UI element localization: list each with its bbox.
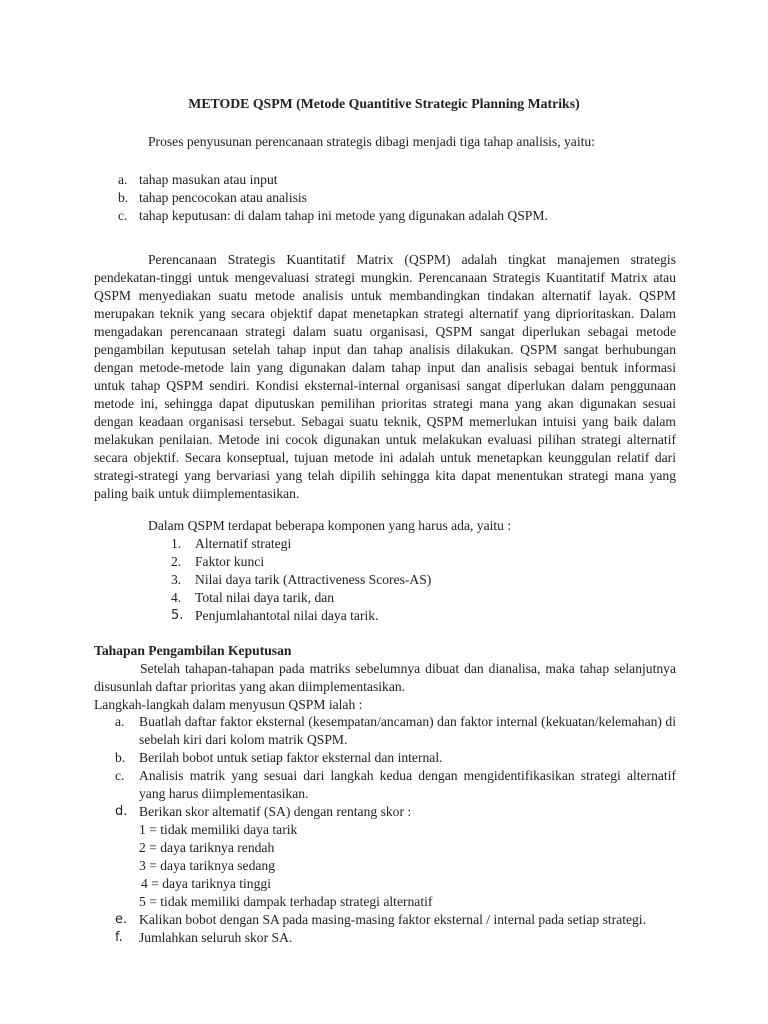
- list-item: [115, 911, 676, 929]
- intro-text: Proses penyusunan perencanaan strategis dibagi menjadi tiga tahap analisis, yaitu:: [148, 134, 595, 149]
- list-item: [115, 803, 676, 911]
- list-item-text: Faktor kunci: [195, 554, 265, 569]
- list-marker: f.: [115, 930, 123, 945]
- list-marker: d.: [115, 804, 128, 819]
- list-marker: 4.: [171, 590, 182, 605]
- list-item-text: tahap pencocokan atau analisis: [139, 190, 307, 205]
- document-title: METODE QSPM (Metode Quantitive Strategic Planning Matriks): [188, 96, 580, 111]
- components-intro: Dalam QSPM terdapat beberapa komponen yang harus ada, yaitu :: [148, 518, 512, 533]
- list-marker: 3.: [171, 572, 182, 587]
- list-item-text: Analisis matrik yang sesuai dari langkah kedua dengan mengidentifikasikan strategi alternatif yang harus diimplementasikan.: [139, 768, 676, 801]
- list-item-text: Berilah bobot untuk setiap faktor eksternal dan internal.: [139, 750, 443, 765]
- body-paragraph: [94, 251, 676, 503]
- list-marker: c.: [115, 768, 125, 783]
- list-item: [115, 767, 676, 803]
- score-scale-list: [139, 821, 676, 911]
- steps-intro: Langkah-langkah dalam menyusun QSPM ialah :: [94, 697, 363, 712]
- list-marker: 5.: [171, 608, 184, 623]
- list-item-text: Kalikan bobot dengan SA pada masing-masing faktor eksternal / internal pada setiap strategi.: [139, 912, 646, 927]
- list-item: [171, 607, 431, 625]
- list-marker: a.: [115, 714, 125, 729]
- list-item-text: Penjumlahantotal nilai daya tarik.: [195, 608, 379, 623]
- score-item: 1 = tidak memiliki daya tarik: [139, 822, 298, 837]
- components-list: [171, 535, 432, 625]
- section-paragraph: Setelah tahapan-tahapan pada matriks sebelumnya dibuat dan dianalisa, maka tahap selanjutnya disusunlah daftar prioritas yang akan diimplementasikan.: [94, 661, 676, 694]
- list-item-text: tahap keputusan: di dalam tahap ini metode yang digunakan adalah QSPM.: [139, 208, 548, 223]
- list-marker: b.: [118, 190, 129, 205]
- list-marker: c.: [118, 208, 128, 223]
- list-item: [171, 571, 432, 589]
- score-item: 2 = daya tariknya rendah: [139, 840, 275, 855]
- list-item: [115, 929, 676, 947]
- list-item-text: Buatlah daftar faktor eksternal (kesempatan/ancaman) dan faktor internal (kekuatan/kelemahan) di sebelah kiri dari kolom matrik QSPM.: [139, 714, 676, 747]
- list-item: [118, 189, 699, 207]
- list-item: [171, 535, 431, 553]
- list-marker: 2.: [171, 554, 182, 569]
- list-item-text: Jumlahkan seluruh skor SA.: [139, 930, 293, 945]
- list-marker: e.: [115, 912, 128, 927]
- score-item: 3 = daya tariknya sedang: [139, 858, 276, 873]
- list-item-text: Alternatif strategi: [195, 536, 292, 551]
- stages-list: [118, 171, 699, 225]
- list-item: [171, 589, 431, 607]
- score-item: 5 = tidak memiliki dampak terhadap strategi alternatif: [139, 894, 433, 909]
- list-item: [115, 713, 676, 749]
- paragraph-text: Perencanaan Strategis Kuantitatif Matrix (QSPM) adalah tingkat manajemen strategis pendekatan-tinggi untuk mengevaluasi strategi mungkin. Perencanaan Strategis Kuantitatif Matrix atau QSPM menyediakan suatu metode analisis untuk membandingkan tindakan alternatif layak. QSPM merupakan teknik yang secara objektif dapat menetapkan strategi alternatif yang diprioritaskan. Dalam mengadakan perencanaan strategi dalam suatu organisasi, QSPM sangat diperlukan sebagai metode pengambilan keputusan setelah tahap input dan tahap analisis dilakukan. QSPM sangat berhubungan dengan metode-metode lain yang digunakan dalam tahap input dan analisis sebagai bentuk informasi untuk tahap QSPM sendiri. Kondisi eksternal-internal organisasi sangat diperlukan dalam penggunaan metode ini, sehingga dapat diputuskan pemilihan prioritas strategi mana yang akan digunakan sesuai dengan keadaan organisasi tersebut. Sebagai suatu teknik, QSPM memerlukan intuisi yang baik dalam melakukan penilaian. Metode ini cocok digunakan untuk melakukan evaluasi pilihan strategi alternatif secara objektif. Secara konseptual, tujuan metode ini adalah untuk menetapkan keunggulan relatif dari strategi-strategi yang bervariasi yang telah dipilih sehingga kita dapat menentukan strategi mana yang paling baik untuk diimplementasikan.: [94, 252, 676, 501]
- list-item-text: tahap masukan atau input: [139, 172, 278, 187]
- list-marker: 1.: [171, 536, 182, 551]
- list-item: [171, 553, 431, 571]
- list-item: [118, 207, 699, 225]
- list-item-text: Nilai daya tarik (Attractiveness Scores-AS): [195, 572, 432, 587]
- steps-list: [115, 713, 676, 947]
- list-item-text: Total nilai daya tarik, dan: [195, 590, 335, 605]
- list-marker: a.: [118, 172, 128, 187]
- section-heading: Tahapan Pengambilan Keputusan: [94, 643, 292, 658]
- list-item: [115, 749, 676, 767]
- score-item: 4 = daya tariknya tinggi: [141, 876, 271, 891]
- list-marker: b.: [115, 750, 126, 765]
- list-item: [118, 171, 699, 189]
- list-item-text: Berikan skor altematif (SA) dengan rentang skor :: [139, 804, 412, 819]
